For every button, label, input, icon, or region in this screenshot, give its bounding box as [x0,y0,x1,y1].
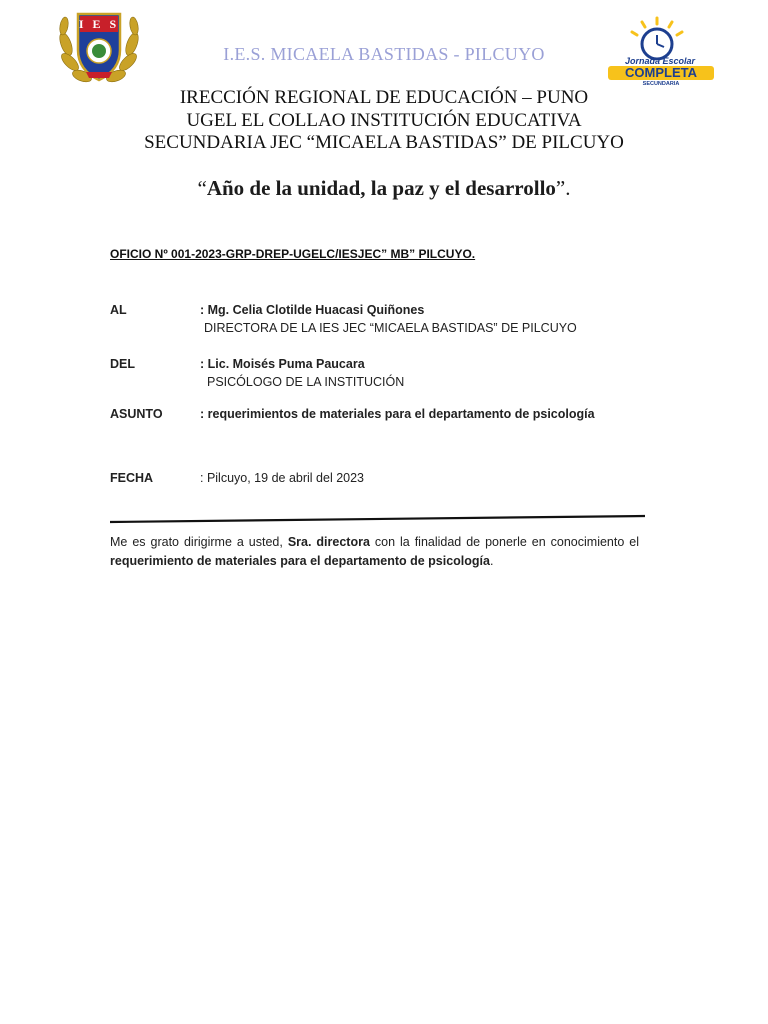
jornada-escolar-completa-logo [602,16,718,86]
field-label-del: DEL [110,357,135,371]
body-text-2: con la finalidad de ponerle en conocimiento el [369,535,639,549]
field-value-del: : Lic. Moisés Puma Paucara [200,357,365,371]
org-line-2: UGEL EL COLLAO INSTITUCIÓN EDUCATIVA [186,110,582,131]
jec-logo-line1: Jornada Escolar [624,56,696,66]
body-paragraph [110,533,639,570]
motto-close-quote: ”. [555,176,571,200]
org-line-3: SECUNDARIA JEC “MICAELA BASTIDAS” DE PILCUYO [144,132,624,153]
jec-logo-line3: SECUNDARIA [642,81,680,86]
field-label-fecha: FECHA [110,471,154,485]
body-text-end: . [489,553,494,568]
jec-logo-line2: COMPLETA [625,65,697,80]
body-text-1: Me es grato dirigirme a usted, [110,535,288,549]
field-label-al: AL [110,303,127,317]
field-subvalue-del: PSICÓLOGO DE LA INSTITUCIÓN [207,375,405,389]
institution-header: I.E.S. MICAELA BASTIDAS - PILCUYO [223,44,545,64]
body-text-subject: requerimiento de materiales para el departamento de psicología [110,553,490,568]
motto-open-quote: “ [197,176,207,200]
year-motto [60,176,708,201]
svg-text:I E S: I E S [78,17,120,31]
motto-text: Año de la unidad, la paz y el desarrollo [206,176,556,200]
field-value-al: : Mg. Celia Clotilde Huacasi Quiñones [200,303,425,317]
body-text-addressee: Sra. directora [287,535,370,549]
oficio-number: OFICIO Nº 001-2023-GRP-DREP-UGELC/IESJEC” MB” PILCUYO. [110,247,476,261]
org-line-1: IRECCIÓN REGIONAL DE EDUCACIÓN – PUNO [179,87,589,108]
field-value-fecha: : Pilcuyo, 19 de abril del 2023 [200,471,364,485]
field-subvalue-al: DIRECTORA DE LA IES JEC “MICAELA BASTIDAS” DE PILCUYO [204,321,577,335]
field-label-asunto: ASUNTO [110,407,163,421]
field-value-asunto: : requerimientos de materiales para el departamento de psicología [200,407,595,421]
separator-line [110,514,646,524]
